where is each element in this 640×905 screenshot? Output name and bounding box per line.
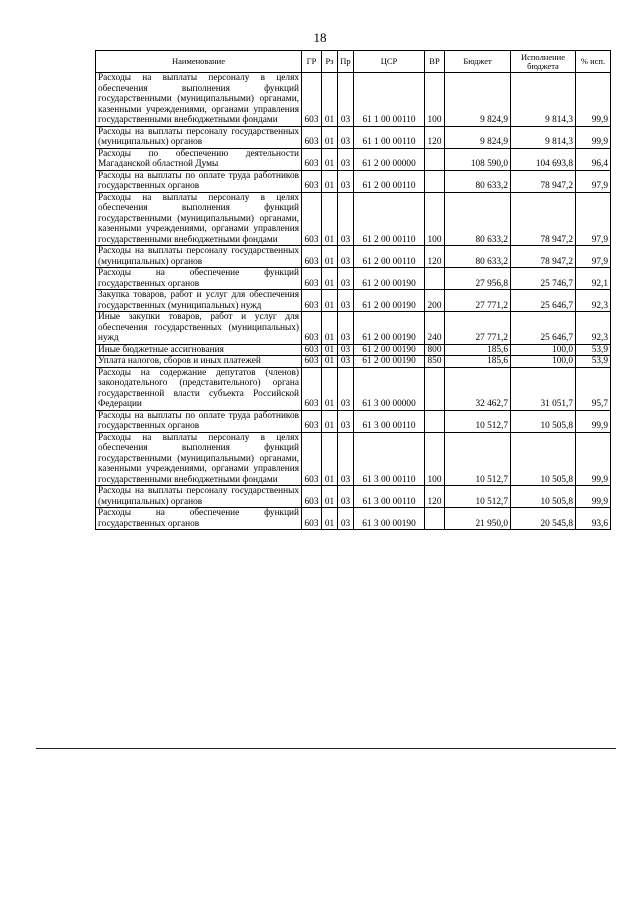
cell-csr: 61 2 00 00110 (354, 170, 425, 192)
cell-rz: 01 (322, 410, 338, 432)
cell-csr: 61 2 00 00190 (354, 312, 425, 345)
cell-execution: 10 505,8 (511, 410, 576, 432)
cell-gr: 603 (302, 508, 322, 530)
cell-pr: 03 (338, 356, 354, 368)
cell-name: Расходы на обеспечение функций государственных органов (96, 508, 302, 530)
cell-percent: 97,9 (576, 170, 611, 192)
table-row (96, 367, 611, 410)
cell-rz: 01 (322, 126, 338, 148)
cell-csr: 61 2 00 00190 (354, 290, 425, 312)
cell-rz: 01 (322, 486, 338, 508)
cell-execution: 78 947,2 (511, 192, 576, 246)
cell-vr: 200 (425, 290, 445, 312)
cell-percent: 97,9 (576, 246, 611, 268)
cell-name: Расходы на выплаты персоналу в целях обеспечения выполнения функций государственными (муниципальными) органами, казенными учреждениями, органами управления государственными внебюджетными фондами (96, 192, 302, 246)
table-row (96, 508, 611, 530)
cell-name: Расходы на выплаты персоналу в целях обеспечения выполнения функций государственными (муниципальными) органами, казенными учреждениями, органами управления государственными внебюджетными фондами (96, 432, 302, 486)
table-body (96, 73, 611, 530)
table-row (96, 148, 611, 170)
cell-name: Иные бюджетные ассигнования (96, 344, 302, 356)
cell-rz: 01 (322, 508, 338, 530)
cell-gr: 603 (302, 486, 322, 508)
cell-csr: 61 1 00 00110 (354, 126, 425, 148)
cell-percent: 99,9 (576, 73, 611, 127)
cell-vr: 850 (425, 356, 445, 368)
cell-rz: 01 (322, 312, 338, 345)
table-row (96, 170, 611, 192)
cell-name: Расходы на выплаты по оплате труда работников государственных органов (96, 170, 302, 192)
table-row (96, 192, 611, 246)
cell-budget: 80 633,2 (445, 246, 511, 268)
cell-csr: 61 3 00 00190 (354, 508, 425, 530)
cell-gr: 603 (302, 410, 322, 432)
cell-gr: 603 (302, 367, 322, 410)
cell-percent: 99,9 (576, 432, 611, 486)
cell-rz: 01 (322, 246, 338, 268)
header-name: Наименование (96, 51, 302, 73)
table-row (96, 432, 611, 486)
cell-percent: 92,3 (576, 312, 611, 345)
cell-vr: 240 (425, 312, 445, 345)
cell-percent: 92,1 (576, 268, 611, 290)
table-row (96, 344, 611, 356)
cell-csr: 61 2 00 00110 (354, 246, 425, 268)
header-gr: ГР (302, 51, 322, 73)
cell-gr: 603 (302, 73, 322, 127)
cell-csr: 61 3 00 00110 (354, 486, 425, 508)
cell-vr (425, 508, 445, 530)
cell-vr (425, 268, 445, 290)
cell-budget: 27 771,2 (445, 312, 511, 345)
cell-budget: 10 512,7 (445, 486, 511, 508)
cell-percent: 99,9 (576, 410, 611, 432)
cell-name: Расходы на выплаты персоналу государственных (муниципальных) органов (96, 486, 302, 508)
header-rz: Рз (322, 51, 338, 73)
cell-name: Расходы на выплаты персоналу государственных (муниципальных) органов (96, 126, 302, 148)
cell-budget: 21 950,0 (445, 508, 511, 530)
page-number: 18 (313, 30, 327, 45)
cell-budget: 9 824,9 (445, 73, 511, 127)
cell-rz: 01 (322, 192, 338, 246)
table-row (96, 410, 611, 432)
cell-pr: 03 (338, 192, 354, 246)
cell-percent: 92,3 (576, 290, 611, 312)
cell-gr: 603 (302, 312, 322, 345)
cell-percent: 96,4 (576, 148, 611, 170)
cell-execution: 78 947,2 (511, 246, 576, 268)
cell-name: Расходы на выплаты персоналу государственных (муниципальных) органов (96, 246, 302, 268)
cell-execution: 9 814,3 (511, 73, 576, 127)
cell-csr: 61 2 00 00000 (354, 148, 425, 170)
cell-gr: 603 (302, 170, 322, 192)
cell-name: Закупка товаров, работ и услуг для обеспечения государственных (муниципальных) нужд (96, 290, 302, 312)
cell-csr: 61 2 00 00190 (354, 268, 425, 290)
cell-rz: 01 (322, 170, 338, 192)
cell-rz: 01 (322, 148, 338, 170)
cell-vr: 100 (425, 73, 445, 127)
cell-percent: 93,6 (576, 508, 611, 530)
cell-rz: 01 (322, 367, 338, 410)
cell-vr: 120 (425, 246, 445, 268)
cell-rz: 01 (322, 73, 338, 127)
cell-name: Расходы по обеспечению деятельности Магаданской областной Думы (96, 148, 302, 170)
cell-percent: 99,9 (576, 126, 611, 148)
header-execution: Исполнение бюджета (511, 51, 576, 73)
cell-gr: 603 (302, 268, 322, 290)
cell-budget: 80 633,2 (445, 170, 511, 192)
header-csr: ЦСР (354, 51, 425, 73)
cell-vr: 100 (425, 432, 445, 486)
cell-pr: 03 (338, 344, 354, 356)
cell-gr: 603 (302, 432, 322, 486)
table-row (96, 486, 611, 508)
table-row (96, 290, 611, 312)
cell-csr: 61 3 00 00110 (354, 432, 425, 486)
cell-vr: 100 (425, 192, 445, 246)
cell-rz: 01 (322, 268, 338, 290)
cell-rz: 01 (322, 432, 338, 486)
table-header-row (96, 51, 611, 73)
cell-rz: 01 (322, 356, 338, 368)
cell-execution: 100,0 (511, 344, 576, 356)
table-row (96, 356, 611, 368)
cell-budget: 27 956,8 (445, 268, 511, 290)
cell-execution: 100,0 (511, 356, 576, 368)
cell-budget: 10 512,7 (445, 410, 511, 432)
cell-pr: 03 (338, 508, 354, 530)
header-pr: Пр (338, 51, 354, 73)
cell-budget: 32 462,7 (445, 367, 511, 410)
cell-csr: 61 2 00 00110 (354, 192, 425, 246)
cell-budget: 80 633,2 (445, 192, 511, 246)
cell-gr: 603 (302, 126, 322, 148)
cell-execution: 10 505,8 (511, 432, 576, 486)
table-row (96, 268, 611, 290)
table-row (96, 126, 611, 148)
cell-percent: 99,9 (576, 486, 611, 508)
cell-name: Уплата налогов, сборов и иных платежей (96, 356, 302, 368)
cell-budget: 9 824,9 (445, 126, 511, 148)
table-row (96, 246, 611, 268)
cell-csr: 61 3 00 00000 (354, 367, 425, 410)
cell-percent: 53,9 (576, 344, 611, 356)
cell-execution: 25 646,7 (511, 312, 576, 345)
cell-budget: 27 771,2 (445, 290, 511, 312)
cell-pr: 03 (338, 486, 354, 508)
table-row (96, 73, 611, 127)
cell-budget: 10 512,7 (445, 432, 511, 486)
cell-percent: 95,7 (576, 367, 611, 410)
cell-pr: 03 (338, 148, 354, 170)
cell-execution: 25 646,7 (511, 290, 576, 312)
cell-budget: 185,6 (445, 356, 511, 368)
cell-name: Расходы на обеспечение функций государственных органов (96, 268, 302, 290)
cell-pr: 03 (338, 312, 354, 345)
cell-name: Иные закупки товаров, работ и услуг для обеспечения государственных (муниципальных) нужд (96, 312, 302, 345)
cell-csr: 61 3 00 00110 (354, 410, 425, 432)
cell-vr (425, 170, 445, 192)
cell-pr: 03 (338, 290, 354, 312)
cell-name: Расходы на выплаты персоналу в целях обеспечения выполнения функций государственными (муниципальными) органами, казенными учреждениями, органами управления государственными внебюджетными фондами (96, 73, 302, 127)
cell-budget: 108 590,0 (445, 148, 511, 170)
cell-csr: 61 2 00 00190 (354, 344, 425, 356)
cell-percent: 97,9 (576, 192, 611, 246)
cell-vr: 120 (425, 126, 445, 148)
cell-budget: 185,6 (445, 344, 511, 356)
cell-vr (425, 367, 445, 410)
cell-execution: 31 051,7 (511, 367, 576, 410)
footer-rule-right (296, 748, 616, 749)
cell-csr: 61 1 00 00110 (354, 73, 425, 127)
cell-percent: 53,9 (576, 356, 611, 368)
cell-execution: 10 505,8 (511, 486, 576, 508)
cell-vr: 800 (425, 344, 445, 356)
cell-name: Расходы на содержание депутатов (членов) законодательного (представительного) органа государственной власти субъекта Российской Федерации (96, 367, 302, 410)
cell-execution: 104 693,8 (511, 148, 576, 170)
cell-vr (425, 148, 445, 170)
cell-pr: 03 (338, 126, 354, 148)
cell-vr: 120 (425, 486, 445, 508)
cell-pr: 03 (338, 73, 354, 127)
cell-pr: 03 (338, 410, 354, 432)
budget-table (95, 50, 611, 530)
footer-rule-left (36, 748, 296, 749)
cell-gr: 603 (302, 290, 322, 312)
cell-execution: 20 545,8 (511, 508, 576, 530)
cell-gr: 603 (302, 356, 322, 368)
cell-rz: 01 (322, 290, 338, 312)
cell-pr: 03 (338, 246, 354, 268)
cell-execution: 25 746,7 (511, 268, 576, 290)
cell-vr (425, 410, 445, 432)
cell-name: Расходы на выплаты по оплате труда работников государственных органов (96, 410, 302, 432)
cell-rz: 01 (322, 344, 338, 356)
header-percent: % исп. (576, 51, 611, 73)
cell-gr: 603 (302, 148, 322, 170)
cell-execution: 78 947,2 (511, 170, 576, 192)
cell-csr: 61 2 00 00190 (354, 356, 425, 368)
cell-pr: 03 (338, 432, 354, 486)
header-vr: ВР (425, 51, 445, 73)
header-budget: Бюджет (445, 51, 511, 73)
cell-execution: 9 814,3 (511, 126, 576, 148)
table-row (96, 312, 611, 345)
cell-gr: 603 (302, 246, 322, 268)
cell-gr: 603 (302, 344, 322, 356)
cell-gr: 603 (302, 192, 322, 246)
cell-pr: 03 (338, 170, 354, 192)
cell-pr: 03 (338, 268, 354, 290)
cell-pr: 03 (338, 367, 354, 410)
